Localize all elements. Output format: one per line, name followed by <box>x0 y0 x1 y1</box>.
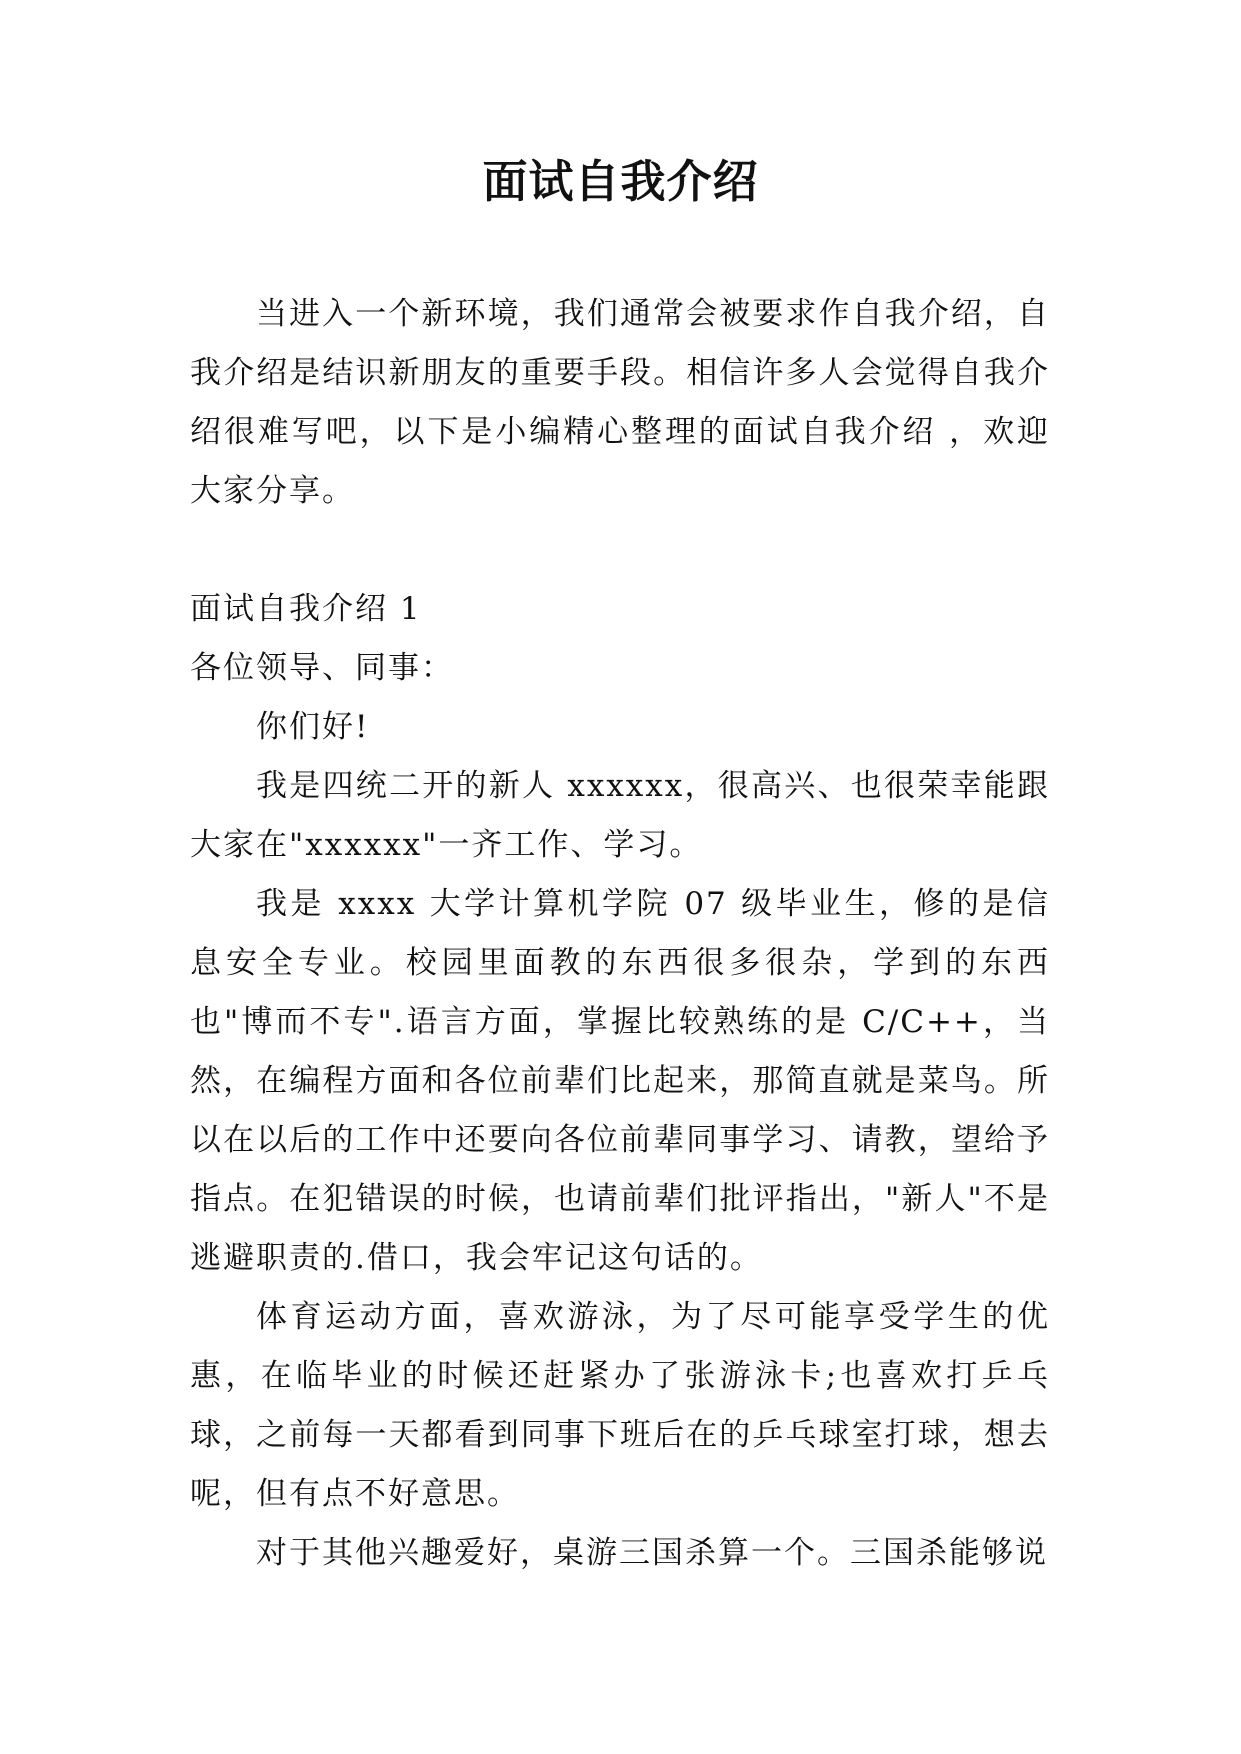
document-body <box>190 285 1050 1583</box>
body-paragraph: 对于其他兴趣爱好，桌游三国杀算一个。三国杀能够说 <box>256 1535 1048 1571</box>
section-heading: 面试自我介绍 1 <box>190 591 422 627</box>
body-paragraph: 体育运动方面，喜欢游泳，为了尽可能享受学生的优惠，在临毕业的时候还赶紧办了张游泳卡;也喜欢打乒乓球，之前每一天都看到同事下班后在的乒乓球室打球，想去呢，但有点不好意思。 <box>190 1299 1050 1512</box>
greeting: 你们好! <box>256 709 370 745</box>
salutation: 各位领导、同事： <box>190 650 454 686</box>
body-paragraph: 我是四统二开的新人 xxxxxx，很高兴、也很荣幸能跟大家在"xxxxxx"一齐工作、学习。 <box>190 768 1050 863</box>
body-paragraph: 我是 xxxx 大学计算机学院 07 级毕业生，修的是信息安全专业。校园里面教的东西很多很杂，学到的东西也"博而不专".语言方面，掌握比较熟练的是 C/C++，当然，在编程方面和各位前辈们比起来，那简直就是菜鸟。所以在以后的工作中还要向各位前辈同事学习、请教，望给予指点。在犯错误的时候，也请前辈们批评指出，"新人"不是逃避职责的.借口，我会牢记这句话的。 <box>190 886 1050 1276</box>
intro-paragraph: 当进入一个新环境，我们通常会被要求作自我介绍，自我介绍是结识新朋友的重要手段。相信许多人会觉得自我介绍很难写吧，以下是小编精心整理的面试自我介绍 ，欢迎大家分享。 <box>190 296 1050 509</box>
document-title: 面试自我介绍 <box>482 155 759 208</box>
paragraph-gap <box>190 521 1050 580</box>
